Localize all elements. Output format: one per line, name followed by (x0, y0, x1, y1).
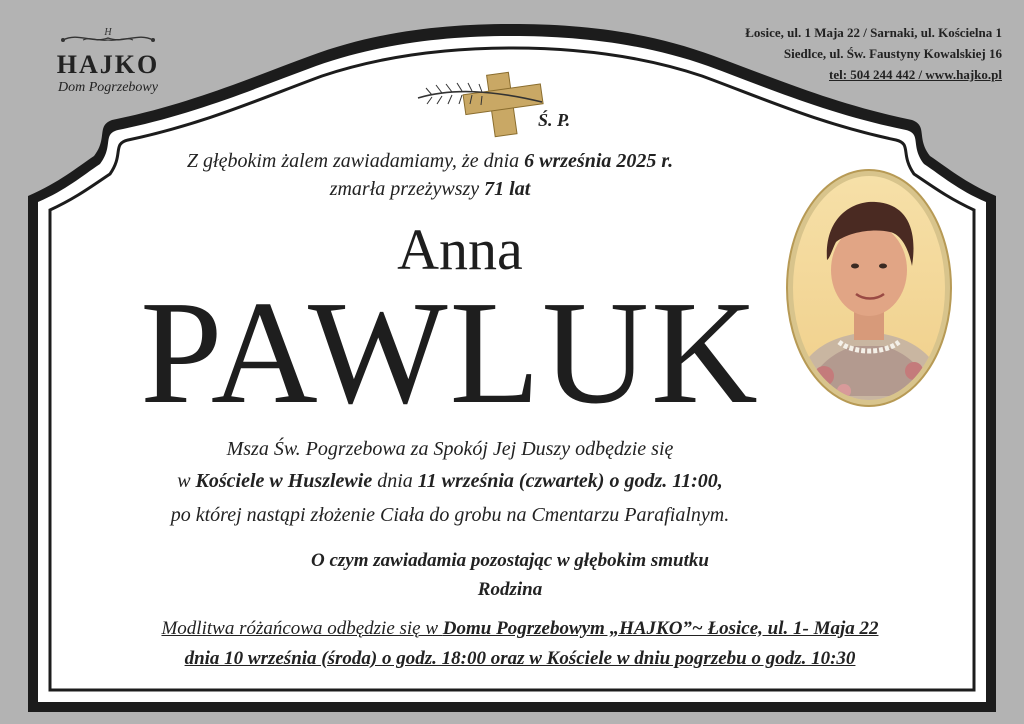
announcement-line-1: Z głębokim żalem zawiadamiamy, że dnia 6 września 2025 r. (186, 150, 674, 172)
contact-address-1: Łosice, ul. 1 Maja 22 / Sarnaki, ul. Kościelna 1 (745, 25, 1002, 40)
mass-line-1: Msza Św. Pogrzebowa za Spokój Jej Duszy odbędzie się (226, 438, 674, 460)
contact-phone-web[interactable]: tel: 504 244 442 / www.hajko.pl (829, 67, 1002, 82)
logo-brand: HAJKO (56, 50, 160, 79)
logo-monogram: H (104, 27, 112, 38)
contact-info (745, 22, 1002, 85)
closing-family: Rodzina (477, 579, 543, 600)
rosary-line-1: Modlitwa różańcowa odbędzie się w Domu Pogrzebowym „HAJKO”~ Łosice, ul. 1- Maja 22 (161, 618, 879, 639)
church-name: Kościele w Huszlewie (195, 470, 373, 492)
mass-line-3: po której nastąpi złożenie Ciała do grobu na Cmentarzu Parafialnym. (170, 504, 730, 526)
logo-subtitle: Dom Pogrzebowy (58, 80, 158, 95)
mass-line-2: w Kościele w Huszlewie dnia 11 września (czwartek) o godz. 11:00, (177, 470, 723, 492)
funeral-home-logo (38, 26, 178, 96)
deceased-first-name: Anna (397, 217, 523, 282)
portrait-photo (784, 166, 954, 410)
closing-line-1: O czym zawiadamia pozostając w głębokim smutku (311, 550, 709, 571)
deceased-last-name: PAWLUK (140, 271, 760, 435)
age: 71 lat (484, 178, 531, 200)
rosary-location: Domu Pogrzebowym „HAJKO”~ Łosice, ul. 1- Maja 22 (442, 618, 879, 639)
ornament-icon (53, 26, 163, 48)
mass-datetime: 11 września (czwartek) o godz. 11:00, (417, 470, 723, 492)
rosary-line-2: dnia 10 września (środa) o godz. 18:00 oraz w Kościele w dniu pogrzebu o godz. 10:30 (184, 648, 856, 669)
announcement-line-2: zmarła przeżywszy 71 lat (329, 178, 531, 200)
contact-address-2: Siedlce, ul. Św. Faustyny Kowalskiej 16 (783, 46, 1002, 61)
sp-abbreviation: Ś. P. (538, 110, 571, 130)
death-date: 6 września 2025 r. (524, 150, 674, 172)
